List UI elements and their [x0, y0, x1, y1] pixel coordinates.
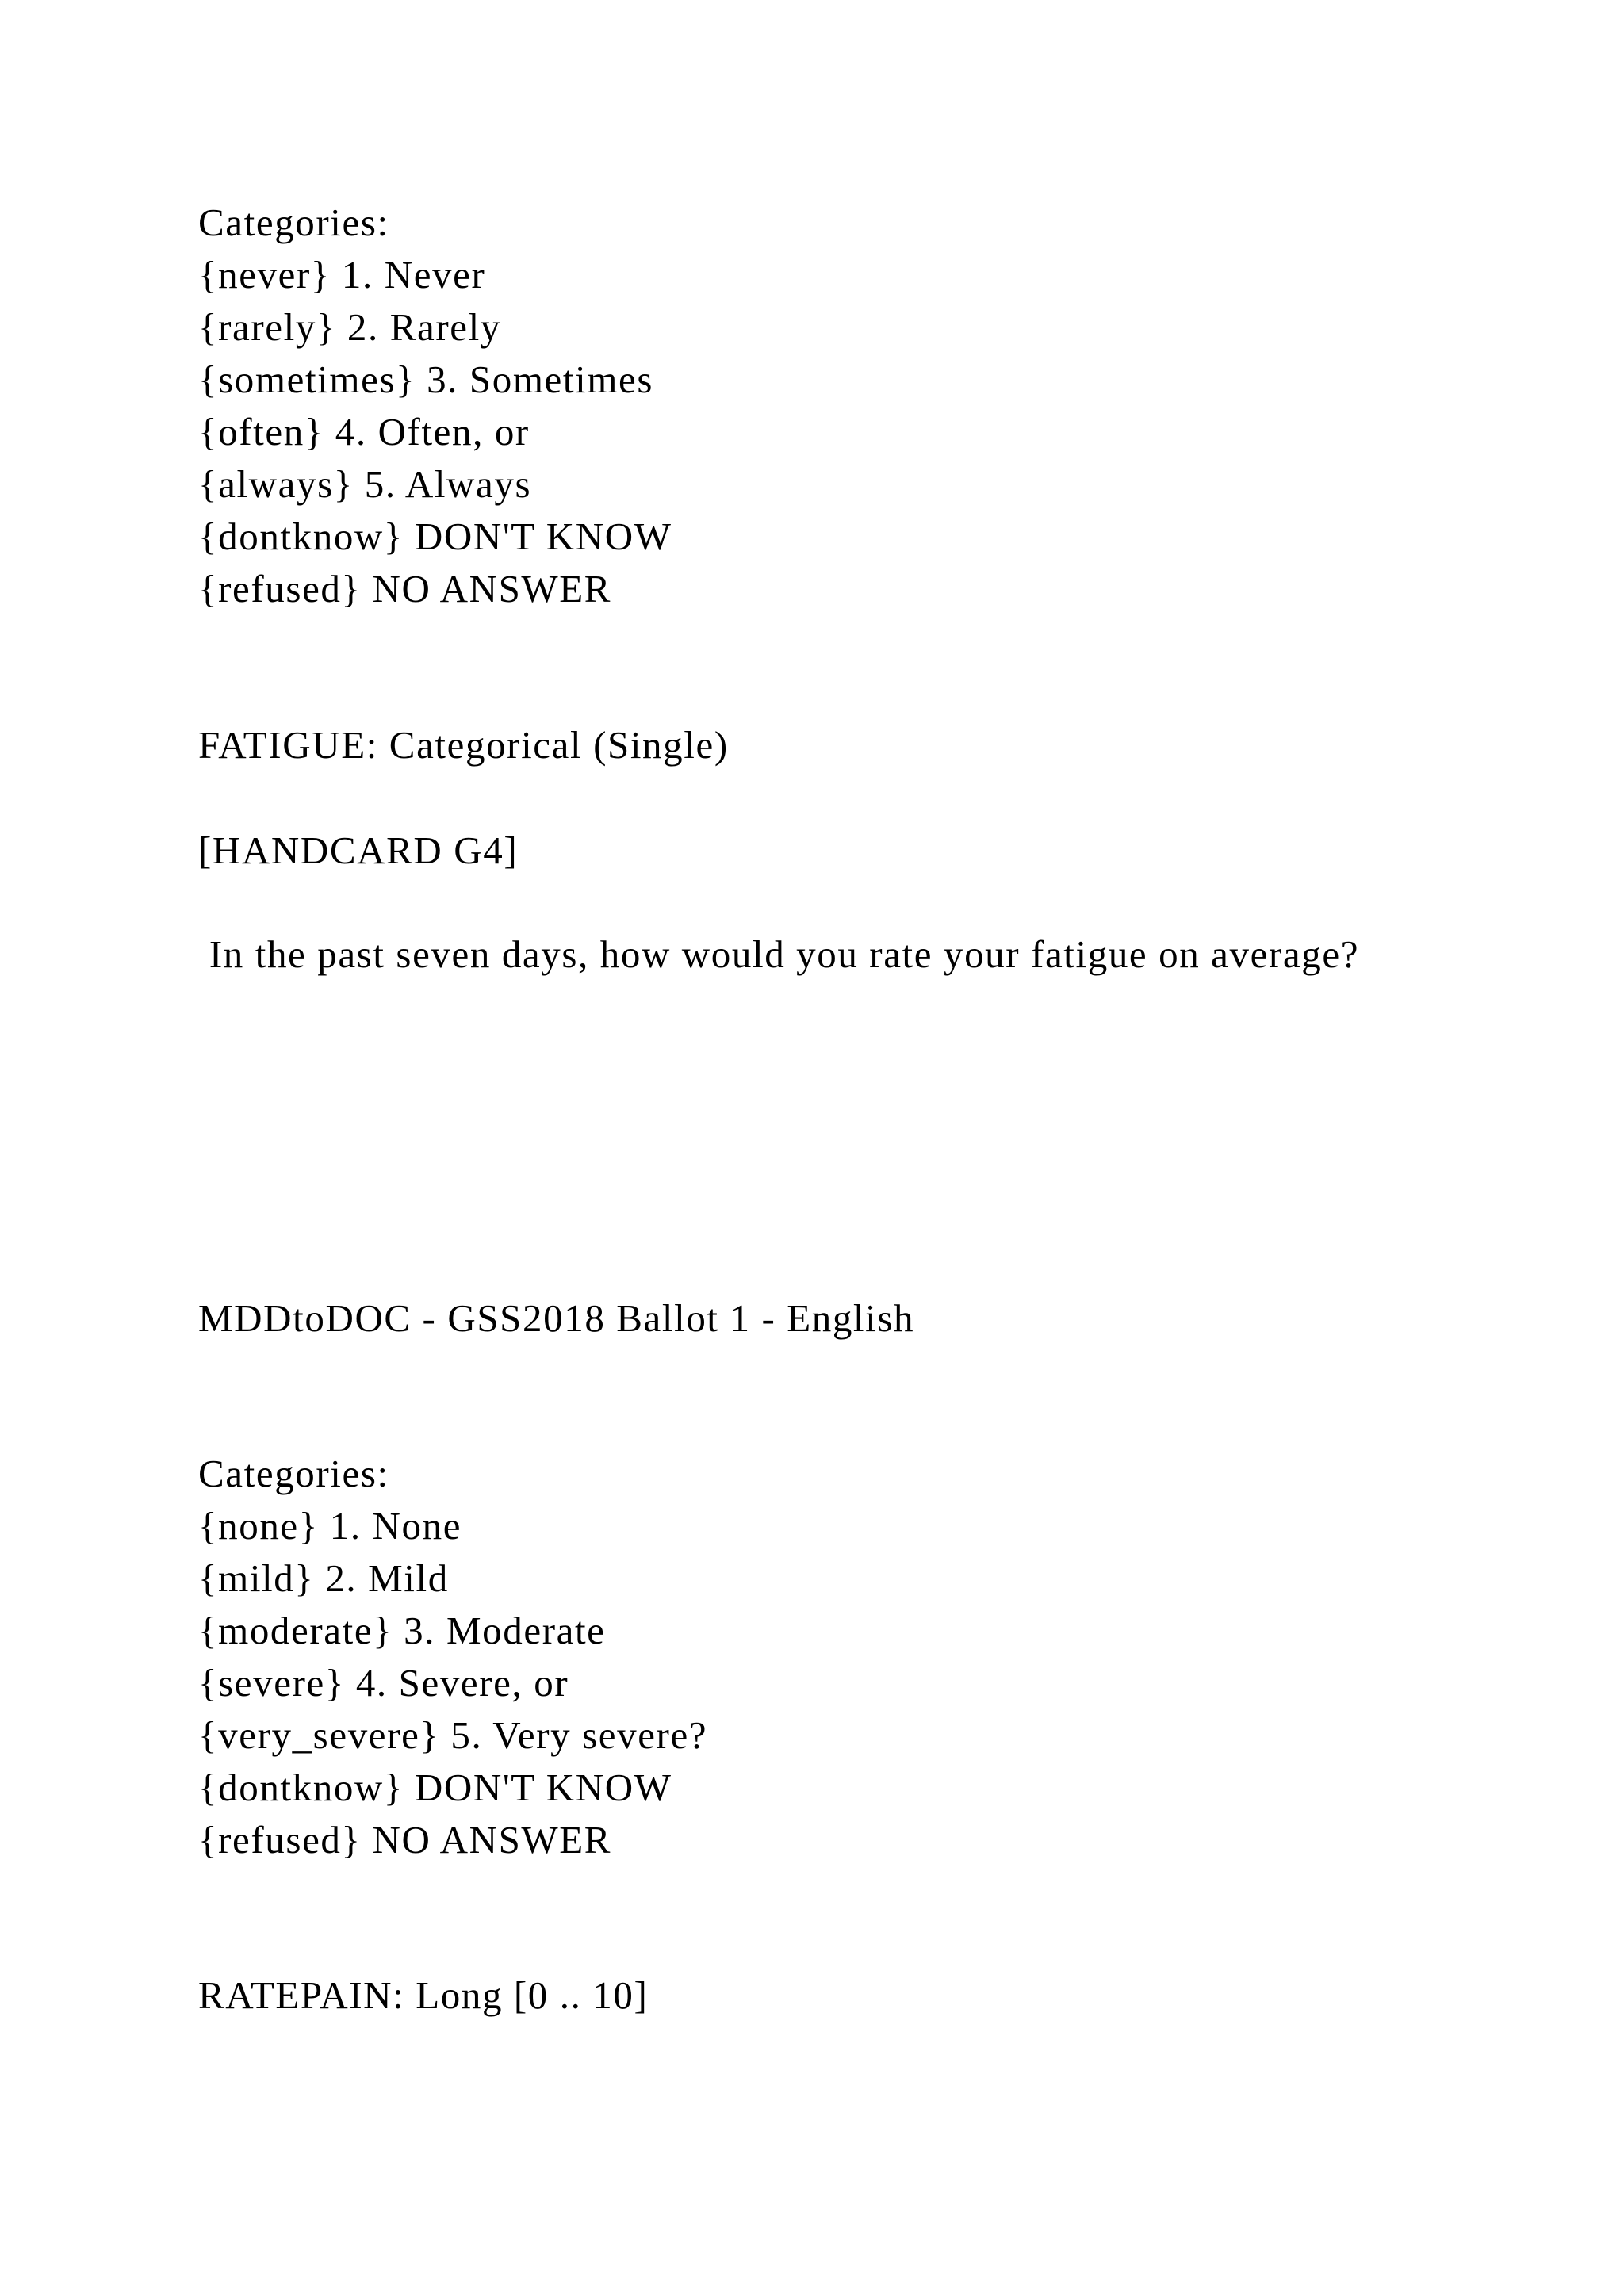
category-item: {always} 5. Always [198, 462, 532, 506]
category-item: {none} 1. None [198, 1504, 462, 1548]
categories-heading: Categories: [198, 201, 389, 244]
category-item: {very_severe} 5. Very severe? [198, 1713, 708, 1757]
category-item: {refused} NO ANSWER [198, 1818, 612, 1862]
category-item: {often} 4. Often, or [198, 410, 530, 453]
handcard-label: [HANDCARD G4] [198, 828, 519, 872]
question-text: In the past seven days, how would you rate your fatigue on average? [198, 932, 1360, 976]
category-item: {dontknow} DON'T KNOW [198, 515, 672, 558]
category-item: {moderate} 3. Moderate [198, 1609, 606, 1652]
category-item: {mild} 2. Mild [198, 1556, 449, 1600]
document-footer: MDDtoDOC - GSS2018 Ballot 1 - English [198, 1296, 915, 1340]
category-item: {severe} 4. Severe, or [198, 1661, 569, 1705]
variable-title: FATIGUE: Categorical (Single) [198, 723, 729, 767]
category-item: {sometimes} 3. Sometimes [198, 358, 654, 401]
category-item: {refused} NO ANSWER [198, 567, 612, 610]
category-item: {never} 1. Never [198, 253, 486, 297]
category-item: {rarely} 2. Rarely [198, 305, 501, 349]
variable-title: RATEPAIN: Long [0 .. 10] [198, 1973, 649, 2017]
category-item: {dontknow} DON'T KNOW [198, 1766, 672, 1809]
categories-heading: Categories: [198, 1452, 389, 1495]
